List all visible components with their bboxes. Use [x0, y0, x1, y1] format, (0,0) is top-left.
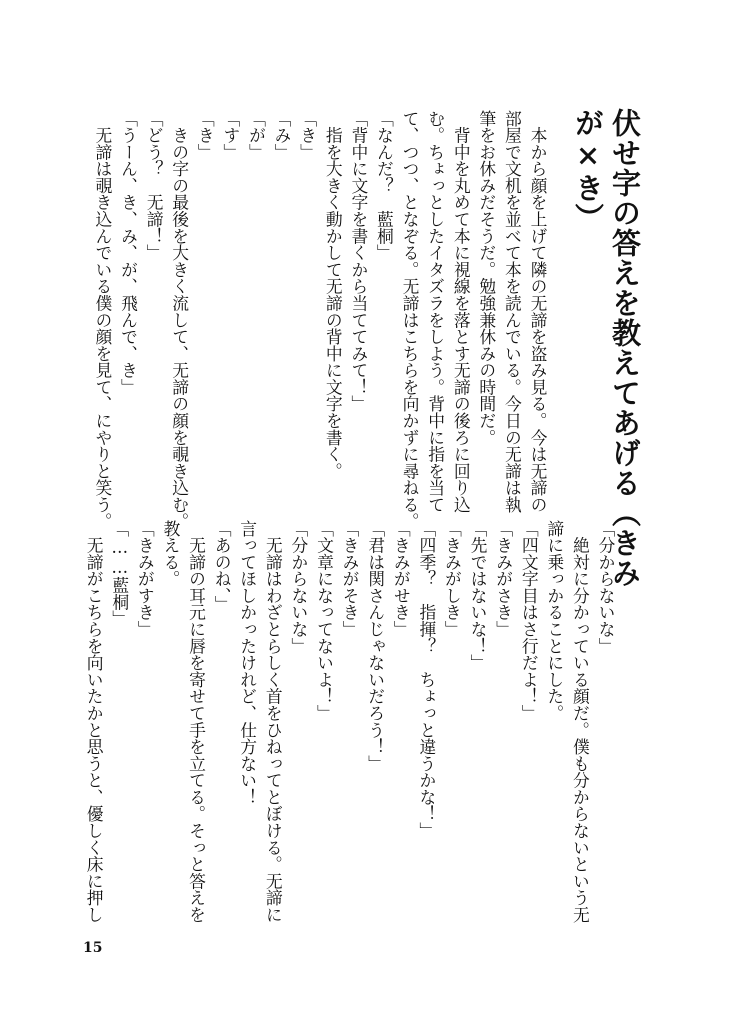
- text-line: て、つつ、となぞる。无諦はこちらを向かずに尋ねる。: [400, 110, 421, 530]
- text-line: 「四文字目はさ行だよ！」: [519, 520, 540, 722]
- text-line: 教える。: [160, 520, 181, 588]
- text-line: 「うーん、き、み、が、飛んで、き」: [118, 110, 139, 396]
- page-number: 15: [83, 940, 103, 956]
- text-line: 无諦の耳元に唇を寄せて手を立てる。そっと答えを: [186, 520, 207, 923]
- text-line: 「きみがすき」: [135, 520, 156, 638]
- text-line: 「あのね、」: [212, 520, 233, 613]
- text-line: 「が」: [246, 110, 267, 161]
- text-line: 「み」: [272, 110, 293, 161]
- text-line: 「背中に文字を書くから当ててみて！」: [348, 110, 369, 413]
- text-line: 背中を丸めて本に視線を落とす无諦の後ろに回り込: [451, 110, 472, 513]
- chapter-title: 伏せ字の答えを教えてあげる（きみ が×き）: [571, 108, 642, 588]
- text-line: 「先ではないな！」: [468, 520, 489, 672]
- text-line: 「どう？ 无諦！」: [144, 110, 165, 262]
- text-line: 「す」: [220, 110, 241, 161]
- text-line: 「分からないな」: [596, 520, 616, 655]
- text-line: 无諦がこちらを向いたかと思うと、優しく床に押し: [84, 520, 105, 923]
- body-text-lower: [81, 520, 618, 923]
- text-line: 本から顔を上げて隣の无諦を盗み見る。今は无諦の: [528, 110, 548, 513]
- text-line: 「き」: [195, 110, 216, 161]
- text-line: 无諦は覗き込んでいる僕の顔を見て、にやりと笑う。: [92, 110, 113, 530]
- text-line: 「四季？ 指揮？ ちょっと違うかな！」: [416, 520, 437, 840]
- body-text-upper: [89, 110, 550, 530]
- text-line: 絶対に分かっている顔だ。僕も分からないという无: [570, 520, 591, 923]
- text-line: 「きみがそき」: [340, 520, 361, 638]
- text-line: 筆をお休みだそうだ。勉強兼休みの時間だ。: [476, 110, 497, 446]
- text-line: 「……藍桐」: [109, 520, 130, 628]
- text-line: 部屋で文机を並べて本を読んでいる。今日の无諦は執: [502, 110, 523, 513]
- text-line: きの字の最後を大きく流して、无諦の顔を覗き込む。: [169, 110, 190, 530]
- text-line: 「きみがしき」: [442, 520, 463, 638]
- text-line: 「きみがせき」: [391, 520, 412, 638]
- text-line: 「き」: [297, 110, 318, 161]
- text-line: む。ちょっとしたイタズラをしよう。背中に指を当て: [425, 110, 446, 513]
- text-line: 「君は関さんじゃないだろう！」: [365, 520, 386, 772]
- text-line: 「文章になってないよ！」: [314, 520, 335, 722]
- text-line: 「きみがさき」: [493, 520, 514, 638]
- text-line: 言ってほしかったけれど、仕方ない！: [237, 520, 258, 806]
- text-line: 无諦はわざとらしく首をひねってとぼける。无諦に: [263, 520, 284, 923]
- text-line: 諦に乗っかることにした。: [544, 520, 565, 722]
- text-line: 「分からないな」: [288, 520, 309, 655]
- text-line: 「なんだ？ 藍桐」: [374, 110, 395, 262]
- text-line: 指を大きく動かして无諦の背中に文字を書く。: [323, 110, 344, 480]
